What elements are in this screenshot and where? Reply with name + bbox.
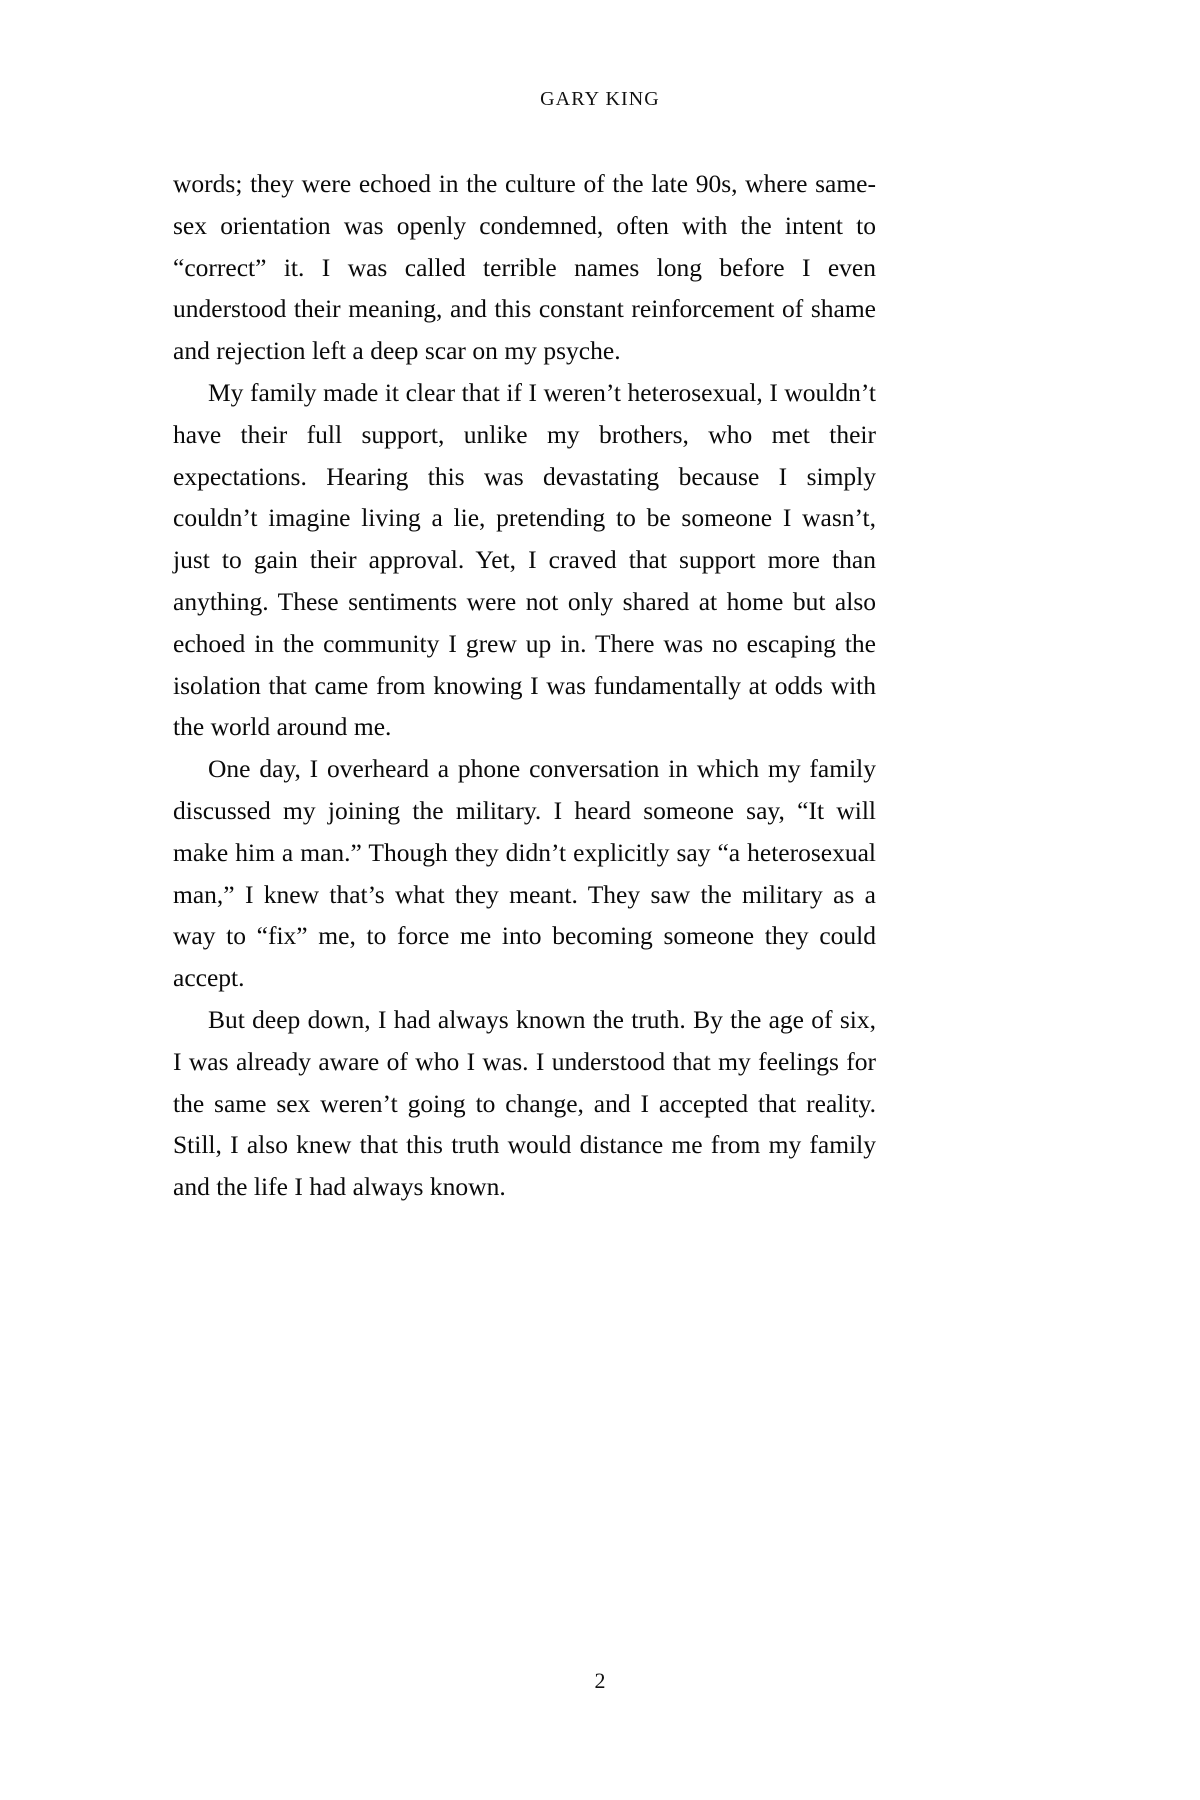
running-head: GARY KING bbox=[540, 88, 660, 110]
paragraph: words; they were echoed in the culture of the late 90s, where same-sex orientation was openly condemned, often with the intent to “correct” it. I was called terrible names long before I even understood their meaning, and this constant reinforcement of shame and rejection left a deep scar on my psyche. bbox=[173, 169, 876, 366]
paragraph: One day, I overheard a phone conversation in which my family discussed my joining the military. I heard someone say, “It will make him a man.” Though they didn’t explicitly say “a heterosexual man,” I knew that’s what they meant. They saw the military as a way to “fix” me, to force me into becoming someone they could accept. bbox=[173, 754, 876, 993]
paragraph: But deep down, I had always known the truth. By the age of six, I was already aware of who I was. I understood that my feelings for the same sex weren’t going to change, and I accepted that reality. Still, I also knew that this truth would distance me from my family and the life I had always known. bbox=[173, 1004, 876, 1202]
paragraph: My family made it clear that if I weren’t heterosexual, I wouldn’t have their full support, unlike my brothers, who met their expectations. Hearing this was devastating because I simply couldn’t imagine living a lie, pretending to be someone I wasn’t, just to gain their approval. Yet, I craved that support more than anything. These sentiments were not only shared at home but also echoed in the community I grew up in. There was no escaping the isolation that came from knowing I was fundamentally at odds with the world around me. bbox=[173, 377, 876, 742]
page-number: 2 bbox=[594, 1668, 606, 1693]
body-text-block bbox=[173, 163, 876, 1208]
